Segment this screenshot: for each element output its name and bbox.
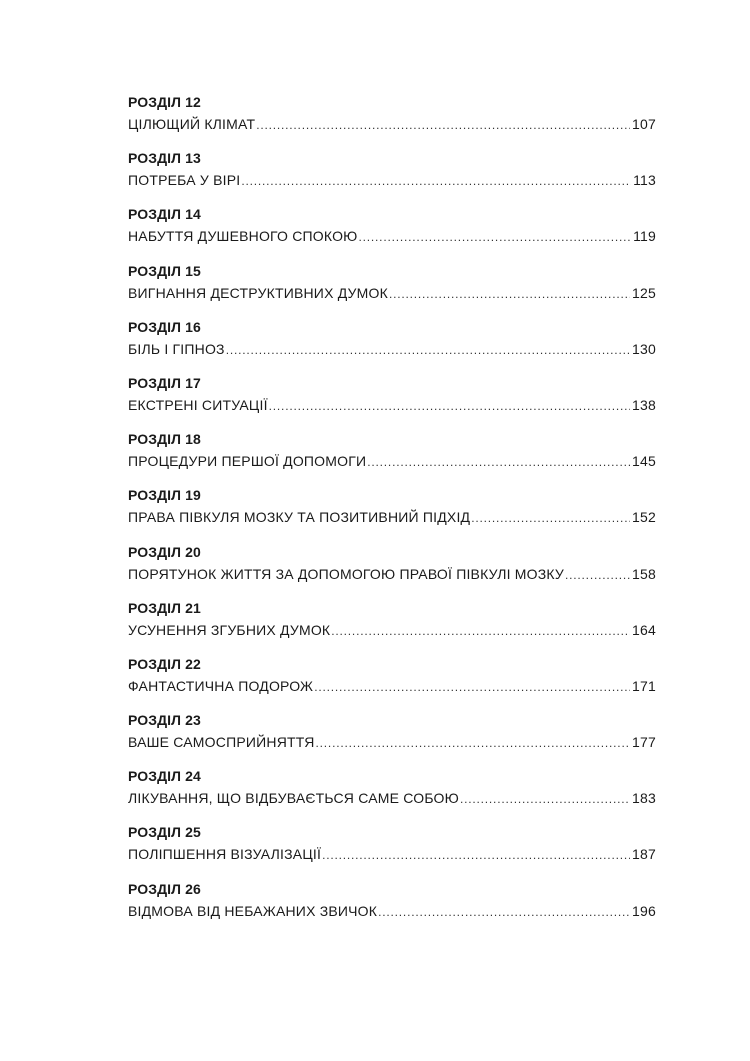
toc-entry <box>128 655 656 711</box>
toc-line <box>128 621 656 640</box>
chapter-label: РОЗДІЛ 18 <box>128 431 201 448</box>
toc-entry <box>128 374 656 430</box>
chapter-title: ПОРЯТУНОК ЖИТТЯ ЗА ДОПОМОГОЮ ПРАВОЇ ПІВКУЛІ МОЗКУ <box>128 565 565 582</box>
toc-entry <box>128 149 656 205</box>
toc-line <box>128 902 656 921</box>
chapter-label: РОЗДІЛ 12 <box>128 94 201 110</box>
dot-leader <box>256 116 630 134</box>
dot-leader <box>322 846 630 864</box>
chapter-label: РОЗДІЛ 14 <box>128 206 201 223</box>
toc-line <box>128 227 656 246</box>
chapter-title: ЦІЛЮЩИЙ КЛІМАТ <box>128 116 256 132</box>
chapter-label: РОЗДІЛ 15 <box>128 262 201 279</box>
page-number: 107 <box>632 116 656 132</box>
toc-line <box>128 284 656 303</box>
dot-leader <box>378 903 630 921</box>
page-number: 152 <box>632 509 656 526</box>
chapter-title: ПОЛІПШЕННЯ ВІЗУАЛІЗАЦІЇ <box>128 846 322 863</box>
chapter-title: УСУНЕННЯ ЗГУБНИХ ДУМОК <box>128 621 331 638</box>
chapter-label: РОЗДІЛ 13 <box>128 150 201 167</box>
toc-line <box>128 171 656 190</box>
page-number: 177 <box>632 734 656 751</box>
chapter-title: ВАШЕ САМОСПРИЙНЯТТЯ <box>128 734 315 751</box>
chapter-title: ПРАВА ПІВКУЛЯ МОЗКУ ТА ПОЗИТИВНИЙ ПІДХІД <box>128 509 471 526</box>
dot-leader <box>226 341 630 359</box>
toc-line <box>128 508 656 527</box>
page-number: 158 <box>632 565 656 582</box>
toc-entry <box>128 767 656 823</box>
toc-line <box>128 733 656 752</box>
chapter-title: ФАНТАСТИЧНА ПОДОРОЖ <box>128 677 314 694</box>
toc-entry <box>128 880 656 936</box>
toc-entry <box>128 823 656 879</box>
chapter-label: РОЗДІЛ 26 <box>128 880 201 897</box>
dot-leader <box>565 566 630 584</box>
chapter-label: РОЗДІЛ 24 <box>128 768 201 785</box>
page-number: 130 <box>632 340 656 357</box>
toc-line <box>128 452 656 471</box>
toc-entry <box>128 93 656 149</box>
page-number: 164 <box>632 621 656 638</box>
chapter-title: ЛІКУВАННЯ, ЩО ВІДБУВАЄТЬСЯ САМЕ СОБОЮ <box>128 790 459 807</box>
toc-entry <box>128 711 656 767</box>
page-number: 138 <box>632 396 656 413</box>
chapter-title: ПОТРЕБА У ВІРІ <box>128 172 241 189</box>
chapter-title: ПРОЦЕДУРИ ПЕРШОЇ ДОПОМОГИ <box>128 453 367 470</box>
toc-line <box>128 845 656 864</box>
chapter-title: ВІДМОВА ВІД НЕБАЖАНИХ ЗВИЧОК <box>128 902 378 919</box>
toc-line <box>128 677 656 696</box>
toc-line <box>128 789 656 808</box>
dot-leader <box>389 285 630 303</box>
chapter-label: РОЗДІЛ 25 <box>128 824 201 841</box>
chapter-label: РОЗДІЛ 23 <box>128 712 201 729</box>
page-number: 196 <box>632 902 656 919</box>
dot-leader <box>314 678 630 696</box>
dot-leader <box>359 228 632 246</box>
page-number: 183 <box>632 790 656 807</box>
chapter-title: НАБУТТЯ ДУШЕВНОГО СПОКОЮ <box>128 228 358 245</box>
toc-line <box>128 565 656 584</box>
table-of-contents <box>128 93 656 936</box>
dot-leader <box>331 622 630 640</box>
chapter-label: РОЗДІЛ 17 <box>128 374 201 391</box>
toc-entry <box>128 262 656 318</box>
dot-leader <box>316 734 631 752</box>
toc-line <box>128 396 656 415</box>
chapter-label: РОЗДІЛ 16 <box>128 318 201 335</box>
toc-entry <box>128 599 656 655</box>
page-number: 187 <box>632 846 656 863</box>
page-number: 171 <box>632 677 656 694</box>
page-number: 125 <box>632 284 656 301</box>
page-number: 113 <box>633 172 656 189</box>
dot-leader <box>367 453 630 471</box>
page-number: 145 <box>632 453 656 470</box>
toc-entry <box>128 543 656 599</box>
chapter-title: ВИГНАННЯ ДЕСТРУКТИВНИХ ДУМОК <box>128 284 388 301</box>
chapter-label: РОЗДІЛ 22 <box>128 655 201 672</box>
toc-line <box>128 115 656 134</box>
toc-entry <box>128 205 656 261</box>
chapter-label: РОЗДІЛ 20 <box>128 543 201 560</box>
toc-entry <box>128 430 656 486</box>
dot-leader <box>471 509 630 527</box>
page-number: 119 <box>633 228 656 245</box>
toc-line <box>128 340 656 359</box>
chapter-title: БІЛЬ І ГІПНОЗ <box>128 340 225 357</box>
chapter-label: РОЗДІЛ 21 <box>128 599 201 616</box>
chapter-title: ЕКСТРЕНІ СИТУАЦІЇ <box>128 396 268 413</box>
dot-leader <box>269 397 630 415</box>
toc-entry <box>128 318 656 374</box>
toc-entry <box>128 486 656 542</box>
dot-leader <box>460 790 630 808</box>
chapter-label: РОЗДІЛ 19 <box>128 487 201 504</box>
dot-leader <box>241 172 631 190</box>
